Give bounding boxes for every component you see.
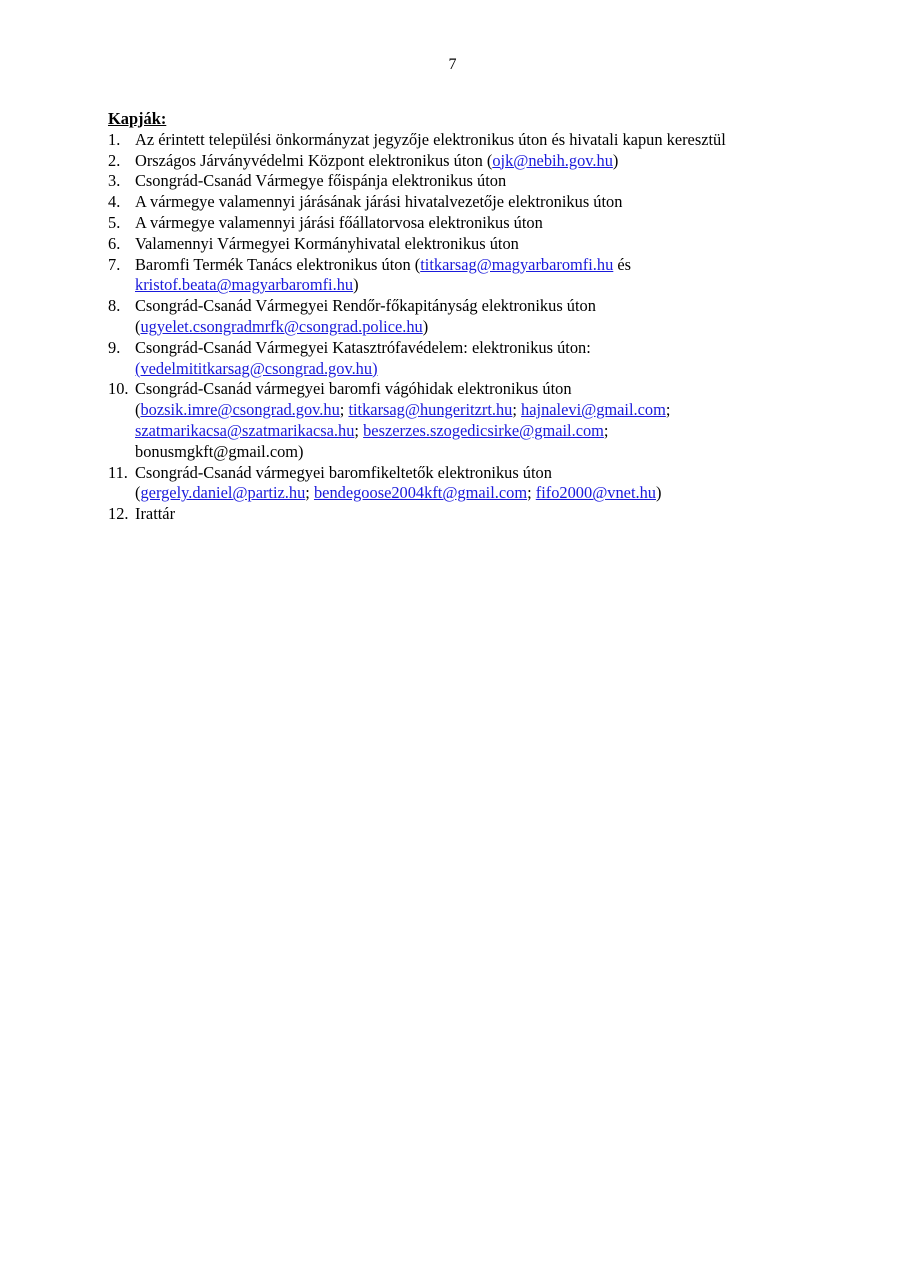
item-text: ) bbox=[353, 275, 359, 295]
separator: ; bbox=[339, 400, 345, 420]
item-text: Csongrád-Csanád vármegyei baromfikeltetők elektronikus úton bbox=[135, 462, 552, 482]
email-link[interactable]: titkarsag@magyarbaromfi.hu bbox=[420, 254, 614, 274]
email-link[interactable]: kristof.beata@magyarbaromfi.hu bbox=[135, 275, 354, 295]
item-text: ( bbox=[135, 316, 141, 336]
list-item bbox=[108, 255, 828, 297]
item-number: 4. bbox=[108, 192, 121, 212]
recipients-list bbox=[108, 130, 828, 525]
separator: ; bbox=[527, 483, 532, 503]
list-item bbox=[108, 192, 828, 213]
item-text: Baromfi Termék Tanács elektronikus úton ( bbox=[135, 254, 421, 274]
recipients-section bbox=[108, 109, 828, 525]
list-item bbox=[108, 463, 828, 505]
item-text: ) bbox=[656, 483, 662, 503]
item-text: A vármegye valamennyi járási főállatorvosa elektronikus úton bbox=[135, 212, 543, 232]
item-number: 7. bbox=[108, 254, 121, 274]
email-link[interactable]: ojk@nebih.gov.hu bbox=[492, 150, 613, 170]
item-text: Országos Járványvédelmi Központ elektronikus úton ( bbox=[135, 150, 493, 170]
list-item bbox=[108, 296, 828, 338]
list-item bbox=[108, 338, 828, 380]
item-number: 11. bbox=[108, 462, 128, 482]
item-number: 1. bbox=[108, 129, 121, 149]
email-link[interactable]: beszerzes.szogedicsirke@gmail.com bbox=[363, 420, 604, 440]
item-text: ( bbox=[135, 483, 141, 503]
item-text: ) bbox=[612, 150, 619, 170]
item-text: bonusmgkft@gmail.com) bbox=[135, 441, 304, 461]
list-item bbox=[108, 379, 828, 462]
list-item bbox=[108, 213, 828, 234]
item-text: ( bbox=[135, 400, 141, 420]
item-number: 10. bbox=[108, 379, 129, 399]
email-link[interactable]: bozsik.imre@csongrad.gov.hu bbox=[140, 400, 340, 420]
item-number: 9. bbox=[108, 337, 121, 357]
email-link[interactable]: ugyelet.csongradmrfk@csongrad.police.hu bbox=[140, 316, 423, 336]
email-link[interactable]: fifo2000@vnet.hu bbox=[535, 483, 656, 503]
email-link[interactable]: bendegoose2004kft@gmail.com bbox=[313, 483, 528, 503]
email-link[interactable]: (vedelmititkarsag@csongrad.gov.hu) bbox=[135, 358, 378, 378]
item-number: 8. bbox=[108, 296, 121, 316]
item-text: A vármegye valamennyi járásának járási hivatalvezetője elektronikus úton bbox=[135, 192, 623, 212]
list-item bbox=[108, 130, 828, 151]
email-link[interactable]: szatmarikacsa@szatmarikacsa.hu bbox=[135, 420, 355, 440]
list-item bbox=[108, 504, 828, 525]
email-link[interactable]: titkarsag@hungeritzrt.hu bbox=[348, 400, 513, 420]
separator: ; bbox=[354, 420, 359, 440]
item-text: Csongrád-Csanád Vármegye főispánja elektronikus úton bbox=[135, 171, 507, 191]
item-text: Az érintett települési önkormányzat jegyzője elektronikus úton és hivatali kapun keresztül bbox=[135, 129, 726, 149]
item-text: Csongrád-Csanád Vármegyei Katasztrófavédelem: elektronikus úton: bbox=[135, 337, 591, 357]
list-item bbox=[108, 234, 828, 255]
separator: ; bbox=[512, 400, 517, 420]
separator: ; bbox=[305, 483, 310, 503]
item-text: Irattár bbox=[135, 504, 176, 524]
page-number: 7 bbox=[448, 56, 457, 73]
item-text: és bbox=[613, 254, 632, 274]
separator: ; bbox=[603, 420, 609, 440]
item-text: ) bbox=[422, 316, 429, 336]
item-number: 3. bbox=[108, 171, 121, 191]
list-item bbox=[108, 171, 828, 192]
separator: ; bbox=[665, 400, 671, 420]
email-link[interactable]: hajnalevi@gmail.com bbox=[521, 400, 666, 420]
item-text: Csongrád-Csanád vármegyei baromfi vágóhidak elektronikus úton bbox=[135, 379, 572, 399]
item-number: 12. bbox=[108, 504, 129, 524]
item-number: 6. bbox=[108, 233, 121, 253]
list-item bbox=[108, 151, 828, 172]
item-text: Csongrád-Csanád Vármegyei Rendőr-főkapitányság elektronikus úton bbox=[135, 296, 596, 316]
email-link[interactable]: gergely.daniel@partiz.hu bbox=[140, 483, 306, 503]
item-text: Valamennyi Vármegyei Kormányhivatal elektronikus úton bbox=[135, 233, 519, 253]
item-number: 2. bbox=[108, 150, 121, 170]
item-number: 5. bbox=[108, 212, 121, 232]
recipients-heading: Kapják: bbox=[108, 109, 167, 128]
